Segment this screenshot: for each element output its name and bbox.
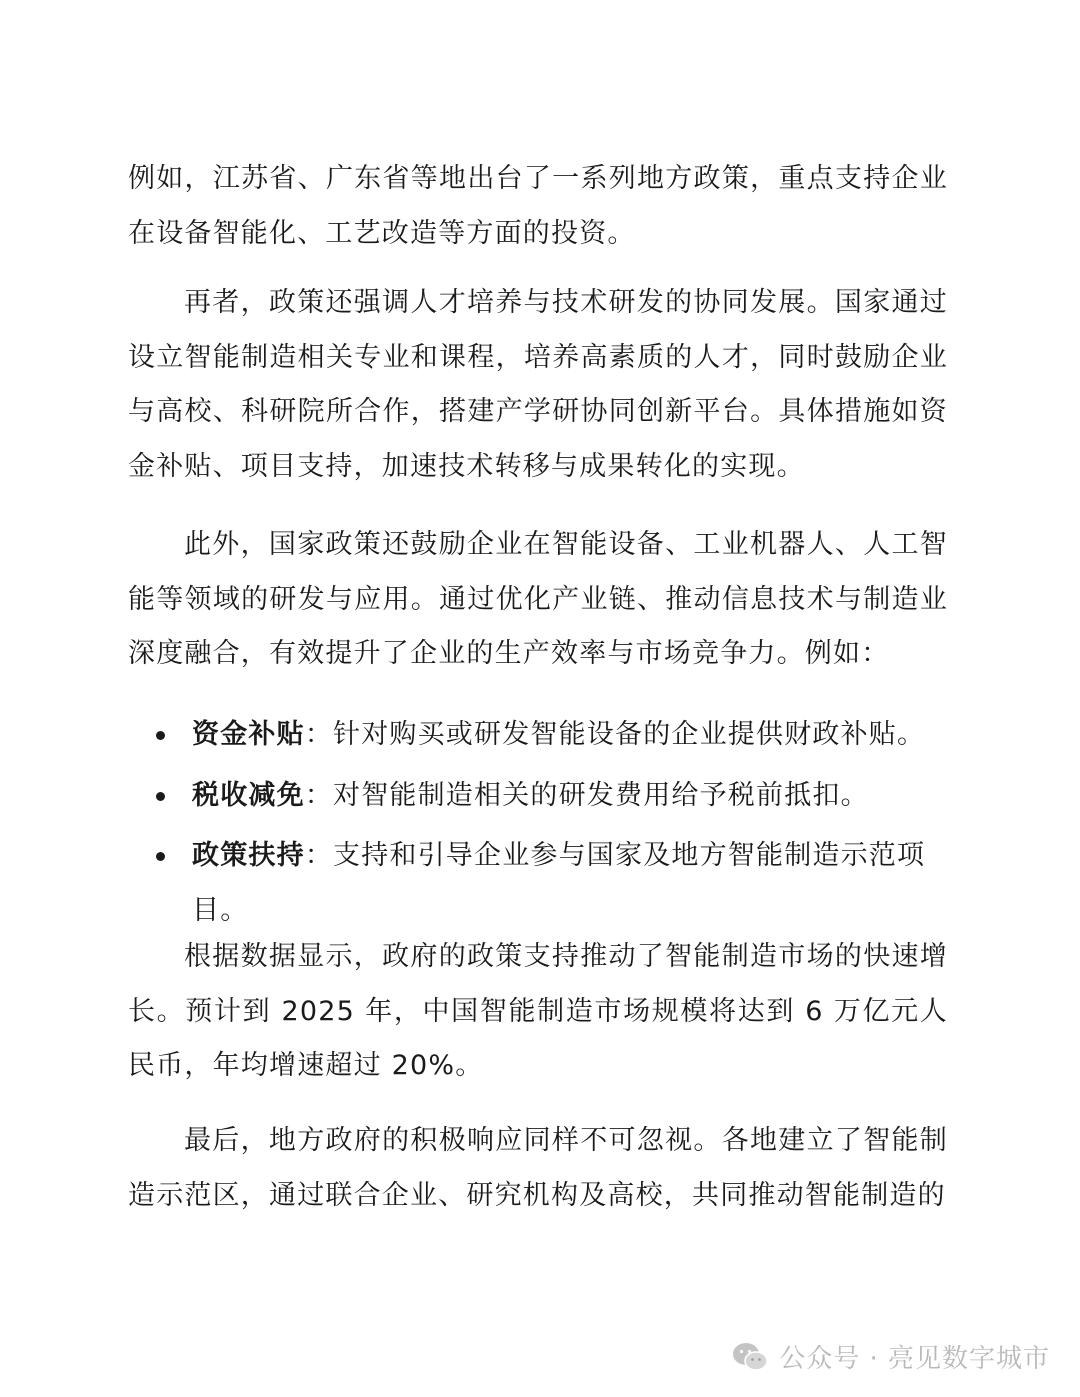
paragraph-4: 根据数据显示，政府的政策支持推动了智能制造市场的快速增长。预计到 2025 年，中国智能制造市场规模将达到 6 万亿元人民币，年均增速超过 20%。 <box>128 941 948 1081</box>
policy-bullet-list <box>128 708 948 944</box>
bullet-term: 税收减免 <box>192 779 305 811</box>
watermark-text: 公众号 · 亮见数字城市 <box>779 1344 1050 1374</box>
bullet-term: 政策扶持 <box>192 840 305 871</box>
bullet-icon <box>156 731 165 740</box>
paragraph-3: 此外，国家政策还鼓励企业在智能设备、工业机器人、人工智能等领域的研发与应用。通过优化产业链、推动信息技术与制造业深度融合，有效提升了企业的生产效率与市场竞争力。例如： <box>128 529 948 669</box>
bullet-text: ：支持和引导企业参与国家及地方智能制造示范项目。 <box>192 840 926 926</box>
list-item <box>128 769 948 824</box>
bullet-text: ：针对购买或研发智能设备的企业提供财政补贴。 <box>304 719 926 750</box>
watermark <box>731 1338 1050 1375</box>
paragraph-5: 最后，地方政府的积极响应同样不可忽视。各地建立了智能制造示范区，通过联合企业、研究机构及高校，共同推动智能制造的 <box>128 1125 948 1211</box>
list-item <box>128 829 948 938</box>
paragraph-2: 再者，政策还强调人才培养与技术研发的协同发展。国家通过设立智能制造相关专业和课程，培养高素质的人才，同时鼓励企业与高校、科研院所合作，搭建产学研协同创新平台。具体措施如资金补贴、项目支持，加速技术转移与成果转化的实现。 <box>128 287 948 482</box>
paragraph-1: 例如，江苏省、广东省等地出台了一系列地方政策，重点支持企业在设备智能化、工艺改造等方面的投资。 <box>128 163 948 249</box>
list-item <box>128 708 948 763</box>
bullet-icon <box>156 792 165 801</box>
bullet-term: 资金补贴 <box>192 719 305 750</box>
bullet-icon <box>156 852 165 861</box>
wechat-icon <box>731 1340 769 1374</box>
bullet-text: ：对智能制造相关的研发费用给予税前抵扣。 <box>304 779 869 811</box>
